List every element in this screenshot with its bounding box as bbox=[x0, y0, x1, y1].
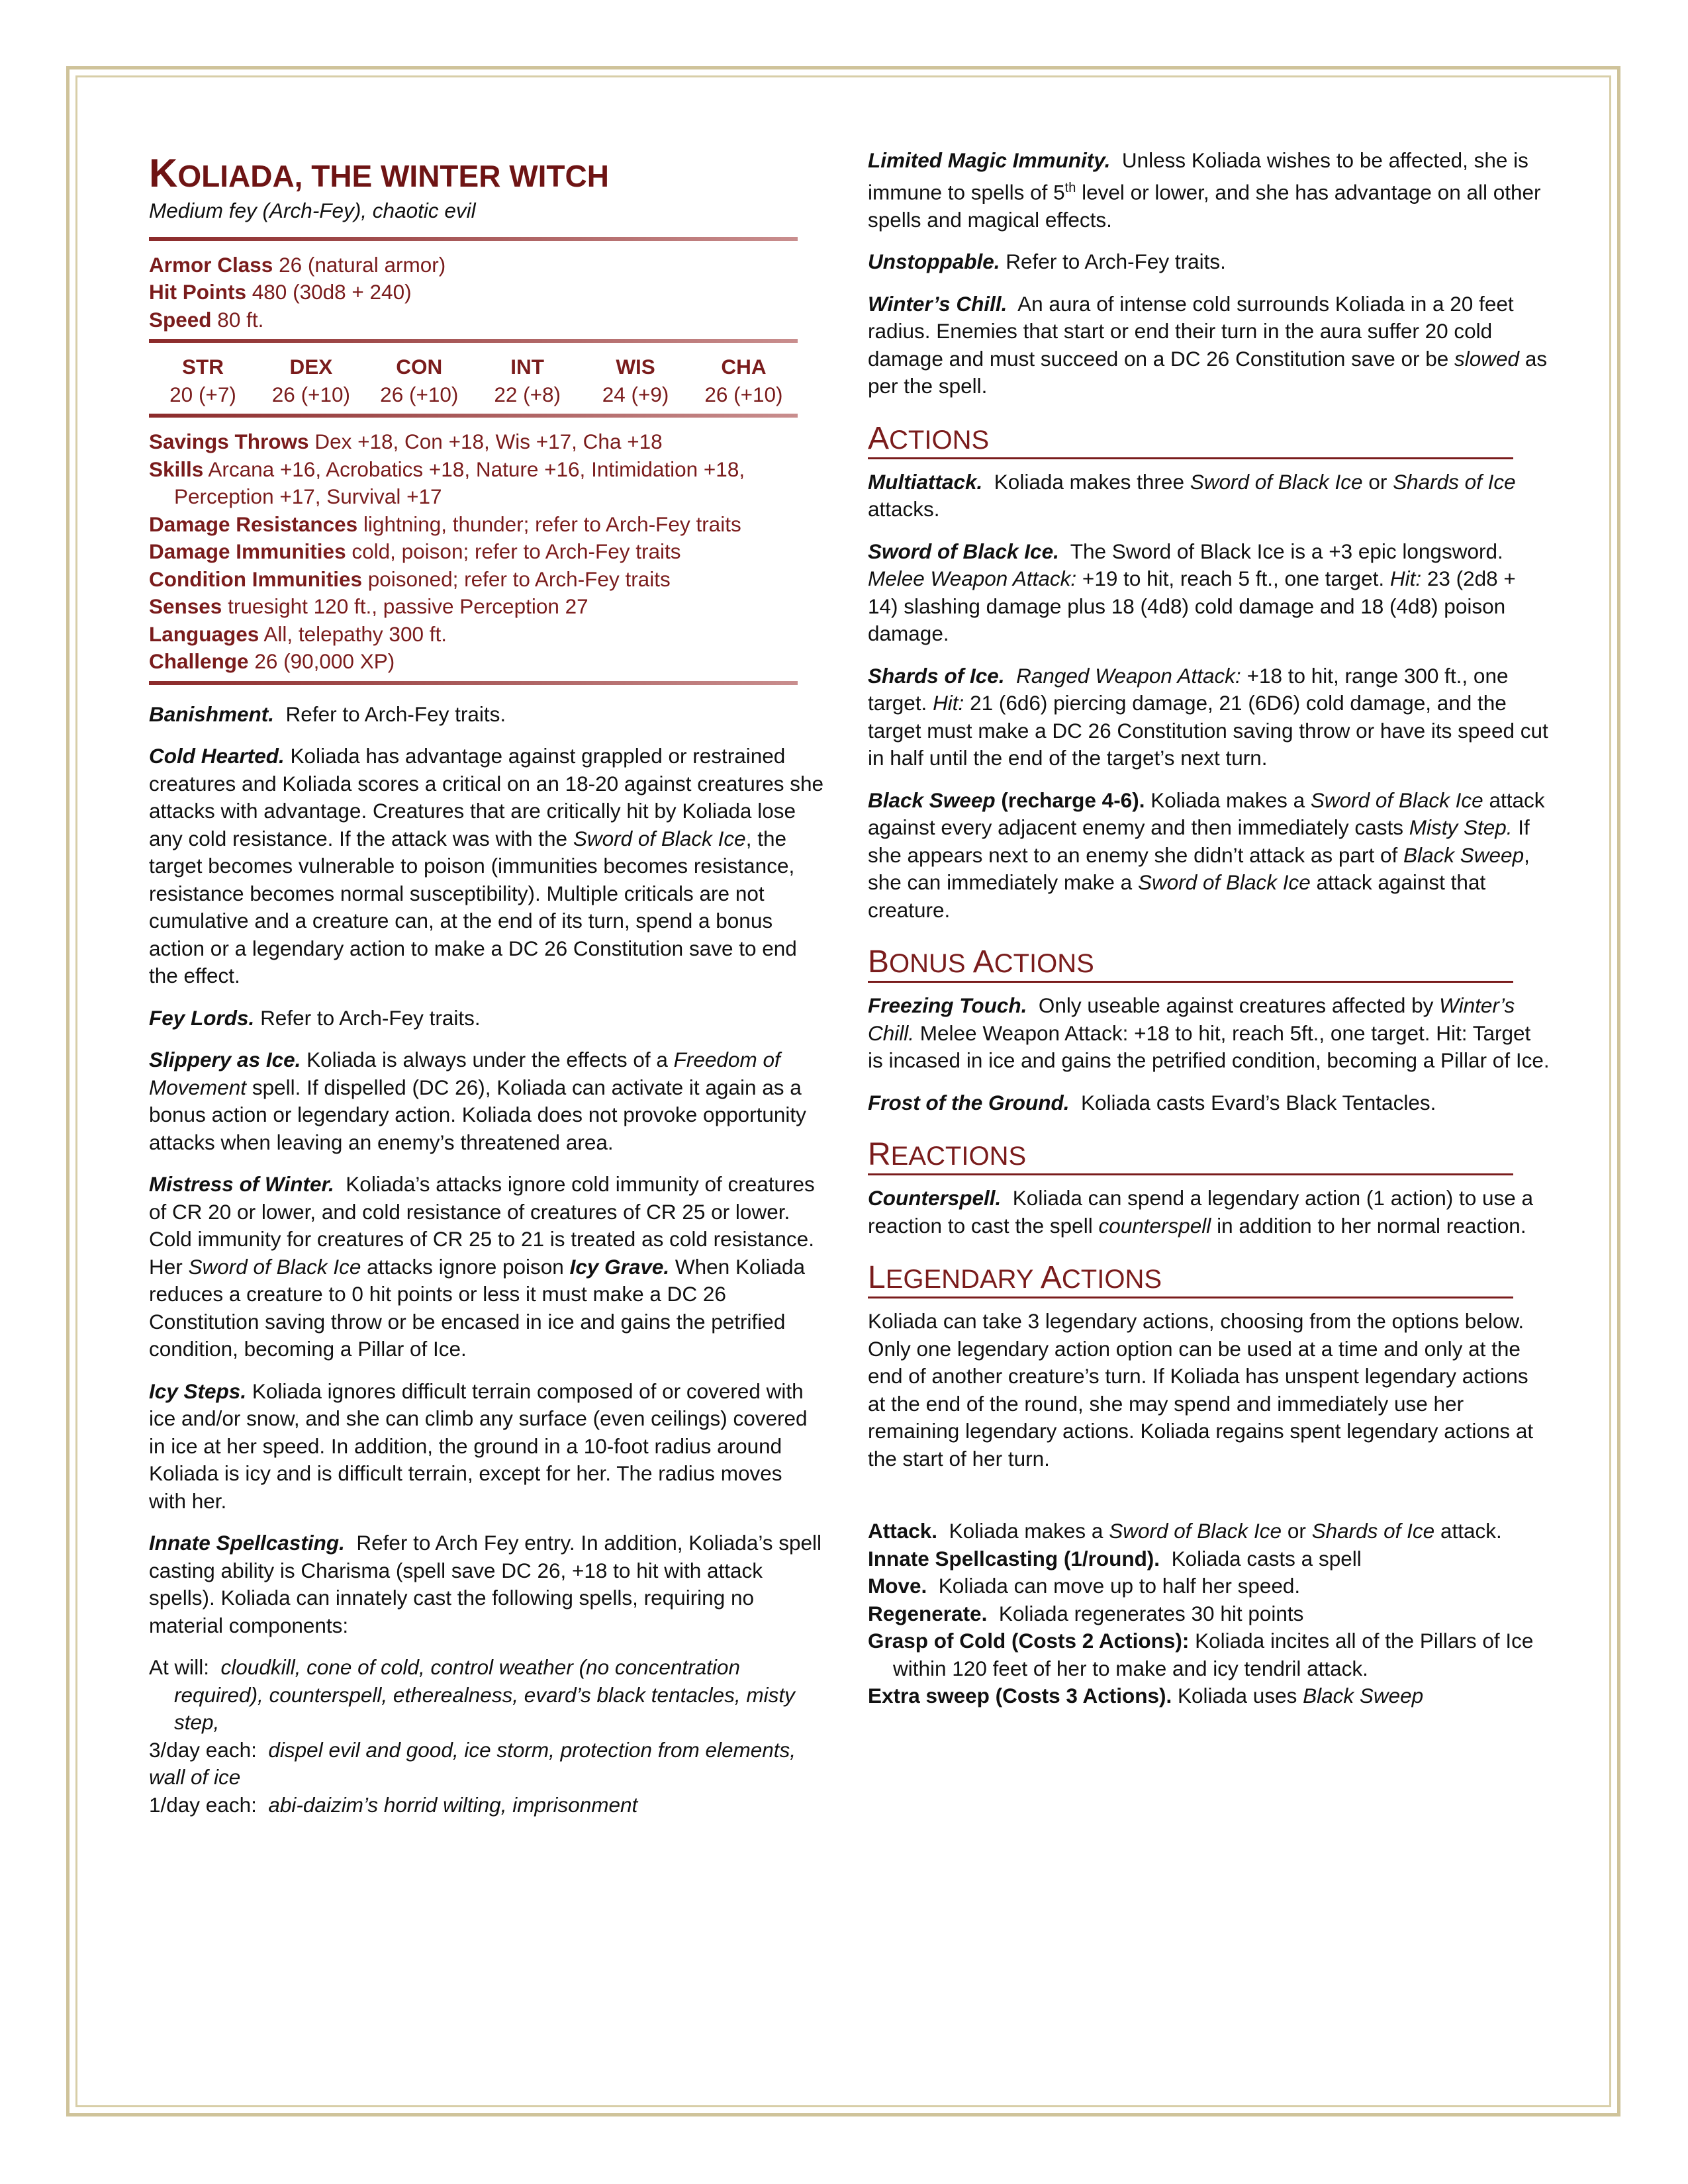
monster-name: KOLIADA, THE WINTER WITCH bbox=[149, 151, 609, 195]
legendary-regenerate: Regenerate. Koliada regenerates 30 hit points bbox=[868, 1601, 1304, 1625]
trait-banishment: Banishment. Refer to Arch-Fey traits. bbox=[149, 702, 506, 726]
section-actions: ACTIONS bbox=[868, 423, 1513, 459]
right-column bbox=[868, 147, 1550, 1710]
legendary-list bbox=[868, 1518, 1550, 1710]
ability-int: INT 22 (+8) bbox=[494, 355, 561, 406]
divider bbox=[149, 681, 798, 685]
bonus-freezing-touch: Freezing Touch. Only useable against creatures affected by Winter’s Chill. Melee Weapon Attack: +18 to hit, reach 5ft., one target. Hit: Target is incased in ice and gains the petrified condition, becoming a Pillar of Ice. bbox=[868, 993, 1550, 1072]
spells-1-day: 1/day each: abi-daizim’s horrid wilting, imprisonment bbox=[149, 1792, 638, 1817]
spells-3-day: 3/day each: dispel evil and good, ice storm, protection from elements, wall of ice bbox=[149, 1737, 796, 1789]
action-multiattack: Multiattack. Koliada makes three Sword of Black Ice or Shards of Ice attacks. bbox=[868, 469, 1516, 521]
reaction-counterspell: Counterspell. Koliada can spend a legendary action (1 action) to use a reaction to cast the spell counterspell in addition to her normal reaction. bbox=[868, 1186, 1534, 1238]
monster-type: Medium fey (Arch-Fey), chaotic evil bbox=[149, 199, 476, 222]
section-legendary-actions: LEGENDARY ACTIONS bbox=[868, 1262, 1513, 1298]
skills: Skills Arcana +16, Acrobatics +18, Nature +16, Intimidation +18, Perception +17, Survival +17 bbox=[149, 457, 745, 508]
trait-icy-steps: Icy Steps. Koliada ignores difficult terrain composed of or covered with ice and/or snow, and she can climb any surface (even ceilings) covered in ice at her speed. In addition, the ground in a 10-foot radius around Koliada is icy and is difficult terrain, except for her. The radius moves with her. bbox=[149, 1379, 808, 1513]
trait-winters-chill: Winter’s Chill. An aura of intense cold surrounds Koliada in a 20 feet radius. Enemies that start or end their turn in the aura suffer 20 cold damage and must succeed on a DC 26 Constitution save or be slowed as per the spell. bbox=[868, 291, 1548, 398]
languages: Languages All, telepathy 300 ft. bbox=[149, 621, 447, 646]
divider bbox=[149, 237, 798, 241]
trait-limited-magic-immunity: Limited Magic Immunity. Unless Koliada wishes to be affected, she is immune to spells of 5th level or lower, and she has advantage on all other spells and magical effects. bbox=[868, 148, 1541, 232]
armor-class: Armor Class 26 (natural armor) bbox=[149, 252, 446, 277]
legendary-move: Move. Koliada can move up to half her speed. bbox=[868, 1574, 1301, 1598]
section-bonus-actions: BONUS ACTIONS bbox=[868, 946, 1513, 983]
senses: Senses truesight 120 ft., passive Perception 27 bbox=[149, 594, 588, 618]
hit-points: Hit Points 480 (30d8 + 240) bbox=[149, 280, 412, 304]
trait-innate-spellcasting: Innate Spellcasting. Refer to Arch Fey entry. In addition, Koliada’s spell casting ability is Charisma (spell save DC 26, +18 to hit with attack spells). Koliada can innately cast the following spells, requiring no material components: bbox=[149, 1531, 822, 1637]
spells-at-will: At will: cloudkill, cone of cold, control weather (no concentration required), counterspell, etherealness, evard’s black tentacles, misty step, bbox=[149, 1655, 795, 1734]
ability-scores bbox=[149, 353, 798, 408]
left-column bbox=[149, 147, 824, 1819]
action-black-sweep: Black Sweep (recharge 4-6). Koliada makes a Sword of Black Ice attack against every adjacent enemy and then immediately casts Misty Step. If she appears next to an enemy she didn’t attack as part of Black Sweep, she can immediately make a Sword of Black Ice attack against that creature. bbox=[868, 788, 1545, 922]
condition-immunities: Condition Immunities poisoned; refer to Arch-Fey traits bbox=[149, 567, 671, 591]
trait-slippery-as-ice: Slippery as Ice. Koliada is always under the effects of a Freedom of Movement spell. If dispelled (DC 26), Koliada can activate it again as a bonus action or legendary action. Koliada does not provoke opportunity attacks when leaving an enemy’s threatened area. bbox=[149, 1048, 806, 1154]
section-reactions: REACTIONS bbox=[868, 1139, 1513, 1175]
trait-unstoppable: Unstoppable. Refer to Arch-Fey traits. bbox=[868, 250, 1226, 273]
action-shards-of-ice: Shards of Ice. Ranged Weapon Attack: +18 to hit, range 300 ft., one target. Hit: 21 (6d6) piercing damage, 21 (6D6) cold damage, and the target must make a DC 26 Constitution saving throw or have its speed cut in half until the end of the target’s next turn. bbox=[868, 663, 1548, 770]
saving-throws: Savings Throws Dex +18, Con +18, Wis +17, Cha +18 bbox=[149, 430, 663, 453]
damage-immunities: Damage Immunities cold, poison; refer to Arch-Fey traits bbox=[149, 539, 681, 563]
legendary-innate-spellcasting: Innate Spellcasting (1/round). Koliada casts a spell bbox=[868, 1546, 1362, 1570]
speed: Speed 80 ft. bbox=[149, 307, 264, 332]
damage-resistances: Damage Resistances lightning, thunder; refer to Arch-Fey traits bbox=[149, 512, 741, 536]
legendary-extra-sweep: Extra sweep (Costs 3 Actions). Koliada uses Black Sweep bbox=[868, 1684, 1424, 1707]
divider bbox=[149, 339, 798, 343]
ability-str: STR 20 (+7) bbox=[169, 355, 236, 406]
legendary-intro: Koliada can take 3 legendary actions, choosing from the options below. Only one legendary action option can be used at a time and only at the end of another creature’s turn. If Koliada has unspent legendary actions at the end of the round, she may spend and immediately use her remaining legendary actions. Koliada regains spent legendary actions at the start of her turn. bbox=[868, 1309, 1534, 1471]
trait-mistress-of-winter: Mistress of Winter. Koliada’s attacks ignore cold immunity of creatures of CR 20 or lower, and cold resistance of creatures of CR 25 or lower. Cold immunity for creatures of CR 25 to 21 is treated as cold resistance. Her Sword of Black Ice attacks ignore poison Icy Grave. When Koliada reduces a creature to 0 hit points or less it must make a DC 26 Constitution saving throw or be encased in ice and gains the petrified condition, becoming a Pillar of Ice. bbox=[149, 1172, 815, 1361]
trait-cold-hearted: Cold Hearted. Koliada has advantage against grappled or restrained creatures and Koliada scores a critical on an 18-20 against creatures she attacks with advantage. Creatures that are critically hit by Koliada lose any cold resistance. If the attack was with the Sword of Black Ice, the target becomes vulnerable to poison (immunities becomes resistance, resistance becomes normal susceptibility). Multiple criticals are not cumulative and a creature can, at the end of its turn, spend a bonus action or a legendary action to make a DC 26 Constitution save to end the effect. bbox=[149, 744, 824, 987]
bonus-frost-of-the-ground: Frost of the Ground. Koliada casts Evard’s Black Tentacles. bbox=[868, 1090, 1436, 1115]
ability-dex: DEX 26 (+10) bbox=[271, 355, 350, 406]
action-sword-of-black-ice: Sword of Black Ice. The Sword of Black Ice is a +3 epic longsword. Melee Weapon Attack: +19 to hit, reach 5 ft., one target. Hit: 23 (2d8 + 14) slashing damage plus 18 (4d8) cold damage and 18 (4d8) poison damage. bbox=[868, 539, 1516, 645]
ability-con: CON 26 (+10) bbox=[380, 355, 459, 406]
legendary-attack: Attack. Koliada makes a Sword of Black Ice or Shards of Ice attack. bbox=[868, 1519, 1502, 1543]
legendary-grasp-of-cold: Grasp of Cold (Costs 2 Actions): Koliada incites all of the Pillars of Ice within 120 feet of her to make and icy tendril attack. bbox=[868, 1629, 1534, 1680]
divider bbox=[149, 414, 798, 418]
challenge: Challenge 26 (90,000 XP) bbox=[149, 649, 395, 673]
ability-wis: WIS 24 (+9) bbox=[602, 355, 669, 406]
ability-cha: CHA 26 (+10) bbox=[704, 355, 783, 406]
trait-fey-lords: Fey Lords. Refer to Arch-Fey traits. bbox=[149, 1005, 481, 1030]
